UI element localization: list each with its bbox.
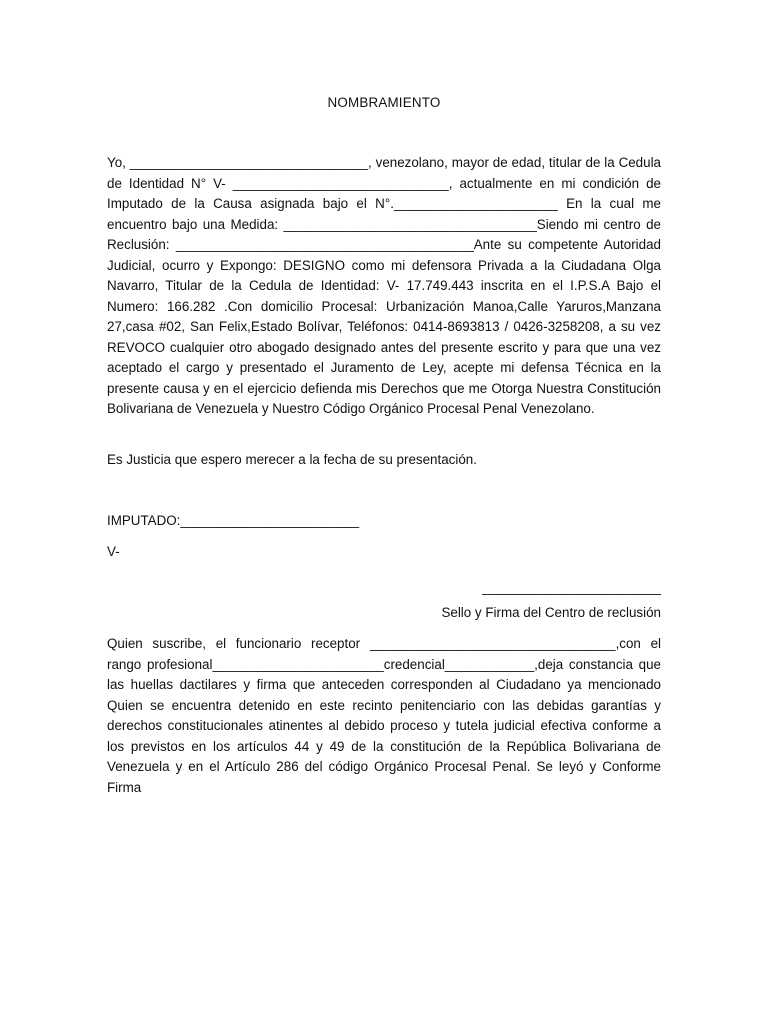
designation-paragraph: Yo, ________________________________, venezolano, mayor de edad, titular de la Cedula de Identidad N° V- _____________________________, actualmente en mi condición de Imputado de la Causa asignada bajo el N°.______________________ En la cual me encuentro bajo una Medida: __________________________________Siendo mi centro de Reclusión: ________________________________________Ante su competente Autoridad Judicial, ocurro y Expongo: DESIGNO como mi defensora Privada a la Ciudadana Olga Navarro, Titular de la Cedula de Identidad: V- 17.749.443 inscrita en el I.P.S.A Bajo el Numero: 166.282 .Con domicilio Procesal: Urbanización Manoa,Calle Yaruros,Manzana 27,casa #02, San Felix,Estado Bolívar, Teléfonos: 0414-8693813 / 0426-3258208, a su vez REVOCO cualquier otro abogado designado antes del presente escrito y para que una vez aceptado el cargo y presentado el Juramento de Ley, acepte mi defensa Técnica en la presente causa y en el ejercicio defienda mis Derechos que me Otorga Nuestra Constitución Bolivariana de Venezuela y Nuestro Código Orgánico Procesal Penal Venezolano.: [107, 155, 661, 416]
center-signature-caption: Sello y Firma del Centro de reclusión: [441, 605, 661, 620]
imputado-signature-field: IMPUTADO:________________________: [107, 513, 360, 528]
receiving-officer-paragraph: Quien suscribe, el funcionario receptor _________________________________,con el rango profesional_______________________credencial____________,deja constancia que las huellas dactilares y firma que anteceden corresponden al Ciudadano ya mencionado Quien se encuentra detenido en este recinto penitenciario con las debidas garantías y derechos constitucionales atinentes al debido proceso y tutela judicial efectiva conforme a los previstos en los artículos 44 y 49 de la constitución de la República Bolivariana de Venezuela y en el Artículo 286 del código Orgánico Procesal Penal. Se leyó y Conforme Firma: [107, 636, 661, 795]
center-signature-line: ________________________: [482, 580, 661, 595]
document-title: NOMBRAMIENTO: [327, 95, 441, 110]
imputado-id-field: V-: [107, 544, 120, 559]
justice-paragraph: Es Justicia que espero merecer a la fecha de su presentación.: [107, 452, 477, 467]
